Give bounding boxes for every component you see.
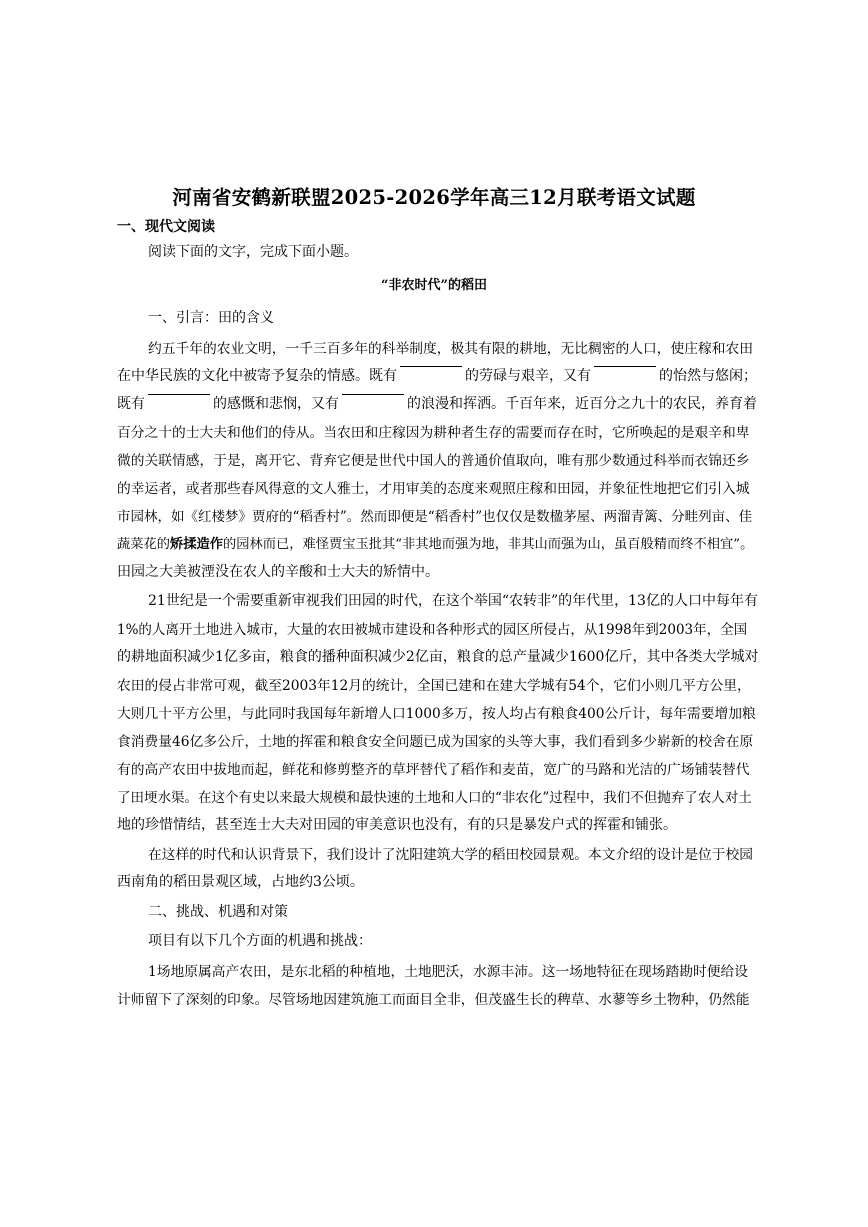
fill-blank [342,393,404,395]
fill-blank [400,365,462,367]
paragraph-line: 大则几十平方公里，与此同时我国每年新增人口1000多万，按人均占有粮食400公斤计，每年需要增加粮 [117,706,756,722]
paragraph-line: 地的珍惜情结，甚至连士大夫对田园的审美意识也没有，有的只是暴发户式的挥霍和铺张。 [117,817,677,833]
text-segment: 在中华民族的文化中被寄予复杂的情感。既有 [117,368,397,384]
instruction-text: 阅读下面的文字，完成下面小题。 [148,244,358,260]
paragraph-line-with-blanks [117,365,757,385]
section-heading: 一、现代文阅读 [117,219,215,235]
paragraph-line: 21世纪是一个需要重新审视我们田园的时代，在这个举国“农转非”的年代里，13亿的人口中每年有 [148,593,758,609]
paragraph-line: 田园之大美被湮没在农人的辛酸和士大夫的矫情中。 [117,564,439,580]
fill-blank [148,393,210,395]
paragraph-line-with-bold [117,533,757,552]
paragraph-line: 了田埂水渠。在这个有史以来最大规模和最快速的土地和人口的“非农化”过程中，我们不但抛弃了农人对土 [117,790,752,806]
paragraph-line: 西南角的稻田景观区域，占地约3公顷。 [117,874,364,890]
text-segment: 的园林而已，难怪贾宝玉批其“非其地而强为地，非其山而强为山，虽百般精而终不相宜”。 [223,537,754,552]
text-segment: 既有 [117,396,145,412]
paragraph-line: 市园林，如《红楼梦》贾府的“稻香村”。然而即便是“稻香村”也仅仅是数楹茅屋、两溜青篱、分畦列亩、佳 [117,509,753,525]
text-segment: 蔬菜花的 [117,537,171,552]
paragraph-line: 约五千年的农业文明，一千三百多年的科举制度，极其有限的耕地，无比稠密的人口，使庄稼和农田 [148,341,754,357]
paragraph-line: 1%的人离开土地进入城市，大量的农田被城市建设和各种形式的园区所侵占，从1998年到2003年，全国 [117,622,748,638]
paragraph-line: 微的关联情感，于是，离开它、背弃它便是世代中国人的普通价值取向，唯有那少数通过科举而衣锦还乡 [117,453,750,469]
bold-term: 矫揉造作 [170,537,224,552]
paragraph-line: 计师留下了深刻的印象。尽管场地因建筑施工而面目全非，但茂盛生长的稗草、水蓼等乡土物种，仍然能 [117,992,750,1008]
subheading-challenges: 二、挑战、机遇和对策 [148,904,288,920]
text-segment: 的劳碌与艰辛，又有 [465,368,591,384]
text-segment: 的浪漫和挥洒。千百年来，近百分之九十的农民，养育着 [407,396,757,412]
document-title: 河南省安鹤新联盟2025-2026学年高三12月联考语文试题 [172,186,696,209]
paragraph-line: 的耕地面积减少1亿多亩，粮食的播种面积减少2亿亩，粮食的总产量减少1600亿斤，其中各类大学城对 [117,649,759,665]
subheading-intro: 一、引言：田的含义 [148,310,274,326]
article-title: “非农时代”的稻田 [381,278,487,293]
paragraph-line-with-blanks [117,393,757,413]
fill-blank [594,365,656,367]
text-segment: 的感慨和悲悯，又有 [213,396,339,412]
paragraph-line: 1场地原属高产农田，是东北稻的种植地，土地肥沃，水源丰沛。这一场地特征在现场踏勘时便给设 [148,964,749,980]
text-segment: 的怡然与悠闲； [659,368,757,384]
paragraph-line: 食消费量46亿多公斤，土地的挥霍和粮食安全问题已成为国家的头等大事，我们看到多少崭新的校舍在原 [117,734,754,750]
paragraph-line: 百分之十的士大夫和他们的侍从。当农田和庄稼因为耕种者生存的需要而存在时，它所唤起的是艰辛和卑 [117,425,750,441]
paragraph-line: 农田的侵占非常可观，截至2003年12月的统计，全国已建和在建大学城有54个，它们小则几平方公里， [117,678,751,694]
paragraph-line: 项目有以下几个方面的机遇和挑战： [148,933,372,949]
paragraph-line: 有的高产农田中拔地而起，鲜花和修剪整齐的草坪替代了稻作和麦苗，宽广的马路和光洁的广场铺装替代 [117,762,750,778]
paragraph-line: 的幸运者，或者那些春风得意的文人雅士，才用审美的态度来观照庄稼和田园，并象征性地把它们引入城 [117,481,750,497]
paragraph-line: 在这样的时代和认识背景下，我们设计了沈阳建筑大学的稻田校园景观。本文介绍的设计是位于校园 [148,847,754,863]
